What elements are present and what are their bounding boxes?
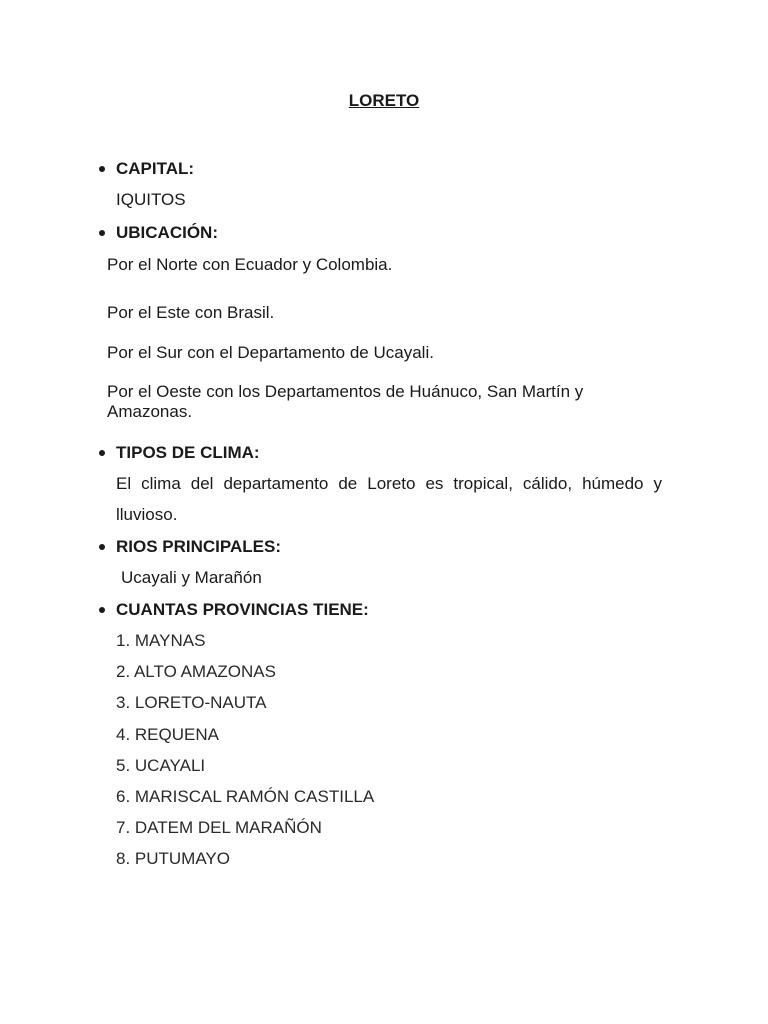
ubicacion-este: Por el Este con Brasil. <box>107 303 275 322</box>
bullet-icon <box>99 450 105 456</box>
clima-line-2: lluvioso. <box>116 505 178 524</box>
provincia-item: 6. MARISCAL RAMÓN CASTILLA <box>116 787 375 806</box>
provincia-item: 3. LORETO-NAUTA <box>116 693 267 712</box>
section-heading: TIPOS DE CLIMA: <box>116 443 260 462</box>
bullet-icon <box>99 607 105 613</box>
ubicacion-sur: Por el Sur con el Departamento de Ucayali. <box>107 343 434 362</box>
provincia-item: 2. ALTO AMAZONAS <box>116 662 276 681</box>
provincia-item: 4. REQUENA <box>116 725 219 744</box>
rios-value: Ucayali y Marañón <box>121 568 262 587</box>
section-heading: UBICACIÓN: <box>116 223 218 242</box>
ubicacion-oeste-line-2: Amazonas. <box>107 402 193 421</box>
clima-line-1: El clima del departamento de Loreto es tropical, cálido, húmedo y <box>116 474 662 493</box>
bullet-icon <box>99 230 105 236</box>
bullet-icon <box>99 544 105 550</box>
section-heading: CAPITAL: <box>116 159 195 178</box>
section-heading: RIOS PRINCIPALES: <box>116 537 281 556</box>
provincia-item: 1. MAYNAS <box>116 631 206 650</box>
ubicacion-norte: Por el Norte con Ecuador y Colombia. <box>107 255 393 274</box>
provincia-item: 8. PUTUMAYO <box>116 849 230 868</box>
section-heading: CUANTAS PROVINCIAS TIENE: <box>116 600 369 619</box>
page-title: LORETO <box>348 91 420 110</box>
bullet-icon <box>99 166 105 172</box>
ubicacion-oeste-line-1: Por el Oeste con los Departamentos de Huánuco, San Martín y <box>107 382 584 401</box>
capital-value: IQUITOS <box>116 190 186 209</box>
provincia-item: 7. DATEM DEL MARAÑÓN <box>116 818 322 837</box>
provincia-item: 5. UCAYALI <box>116 756 206 775</box>
